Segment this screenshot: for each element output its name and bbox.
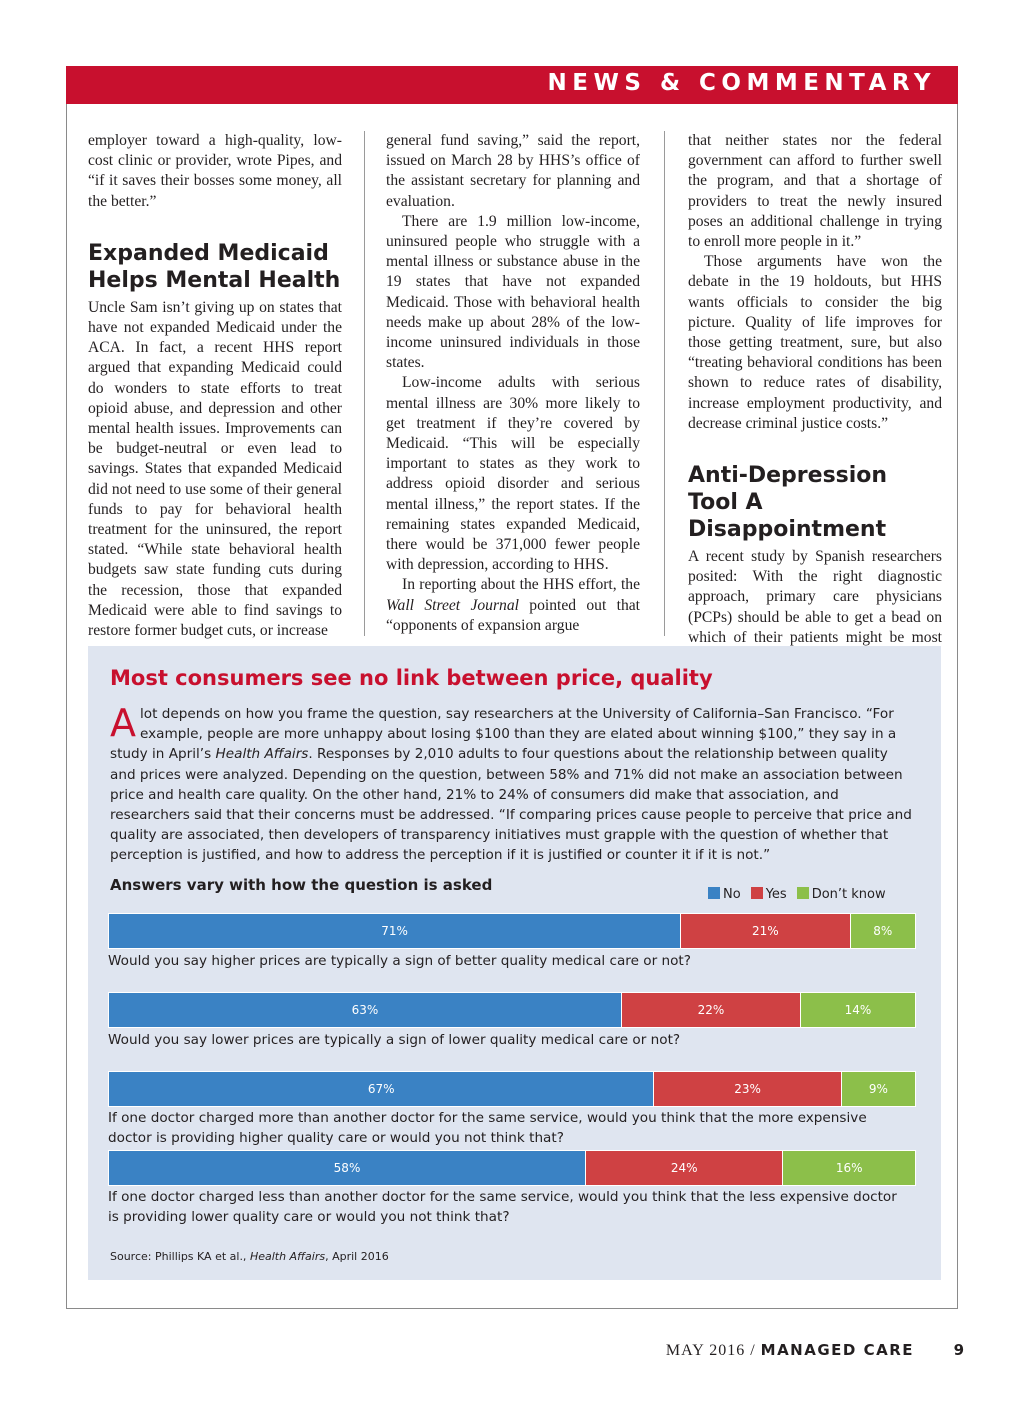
publication-name: Wall Street Journal [386, 596, 519, 614]
chart-title: Answers vary with how the question is asked [110, 876, 493, 894]
legend-label: Yes [765, 887, 787, 902]
issue-date: MAY 2016 / [665, 1342, 761, 1359]
bar-segment [654, 1072, 841, 1106]
paragraph: Uncle Sam isn’t giving up on states that have not expanded Medicaid under the ACA. In fact, a recent HHS report argued that expanding Medicaid could do wonders to state efforts to treat opioid abuse, and depression and other mental health issues. Improvements can be budget-neutral or even lead to savings. States that expanded Medicaid did not need to use some of their general funds to pay for behavioral health treatment for the uninsured, the report stated. “While state behavioral health budgets saw state funding cuts during the recession, those that expanded Medicaid were able to find savings to restore former budget cuts, or increase [88, 298, 342, 640]
data-label: 67% [367, 1082, 395, 1096]
legend-swatch [751, 887, 763, 899]
text: pointed out that “opponents of expansion argue [386, 596, 641, 634]
question-label: Would you say higher prices are typically a sign of better quality medical care or not? [108, 953, 691, 969]
paragraph: A recent study by Spanish researchers posited: With the right diagnostic approach, primary care physicians (PCPs) should be able to get a bead on which of their patients might be most [688, 548, 942, 646]
bar-row [108, 913, 916, 949]
subheading: Anti-Depression Tool A Disappointment [688, 463, 888, 543]
legend-swatch [708, 887, 720, 899]
paragraph [386, 575, 640, 636]
data-label: 58% [333, 1161, 361, 1175]
chart-legend [708, 887, 886, 902]
bar-segment [622, 993, 801, 1027]
paragraph: employer toward a high-quality, low-cost clinic or provider, wrote Pipes, and “if it saves their bosses some money, all the better.” [88, 132, 342, 210]
paragraph: general fund saving,” said the report, issued on March 28 by HHS’s office of the assistant secretary for planning and evaluation. [386, 132, 640, 210]
question-label: Would you say lower prices are typically a sign of lower quality medical care or not? [108, 1032, 681, 1048]
data-label: 14% [844, 1003, 872, 1017]
paragraph: There are 1.9 million low-income, uninsured people who struggle with a mental illness or substance abuse in the 19 states that have not expanded Medicaid. Those with behavioral health needs make up about 28% of the low-income uninsured individuals in those states. [386, 212, 640, 372]
legend-swatch [797, 887, 809, 899]
bar-segment [586, 1151, 783, 1185]
bar-segment [842, 1072, 915, 1106]
article-column-1 [88, 131, 342, 640]
bar-segment [851, 914, 915, 948]
section-title: NEWS & COMMENTARY [547, 70, 936, 96]
sidebar-body [110, 701, 916, 866]
legend-label: Don’t know [811, 887, 886, 902]
column-rule [664, 131, 665, 636]
bar-segment [109, 993, 622, 1027]
paragraph: Those arguments have won the debate in the 19 holdouts, but HHS wants officials to consider the big picture. Quality of life improves for those getting treatment, sure, but also “treating behavioral conditions has been shown to reduce rates of disability, increase employment productivity, and decrease criminal justice costs.” [688, 253, 942, 432]
article-column-3 [688, 131, 942, 646]
paragraph: Low-income adults with serious mental illness are 30% more likely to get treatment if they’re covered by Medicaid. “This will be especially important to states as they work to address opioid disorder and serious mental illness,” the report states. If the remaining states expanded Medicaid, there would be 371,000 fewer people with depression, according to HHS. [386, 374, 640, 574]
bar-segment [109, 1151, 586, 1185]
text: Source: Phillips KA et al., [110, 1250, 250, 1263]
legend-item-yes [751, 887, 787, 902]
bar-row [108, 1150, 916, 1186]
footer-issue [666, 1341, 914, 1360]
text: lot depends on how you frame the question, say researchers at the University of California–San Francisco. “For example, people are more unhappy about losing $100 than they are elated about winning $100,” they say in a study in April’s [110, 706, 897, 763]
data-label: 24% [670, 1161, 698, 1175]
magazine-name: MANAGED CARE [760, 1341, 914, 1359]
subheading: Expanded Medicaid Helps Mental Health [88, 240, 341, 293]
legend-label: No [723, 887, 741, 902]
legend-item-no [708, 887, 741, 902]
article-column-2 [386, 131, 640, 636]
question-label: If one doctor charged less than another doctor for the same service, would you think that the less expensive doctor is providing lower quality care or would you not think that? [108, 1189, 897, 1226]
bar-segment [681, 914, 850, 948]
data-label: 63% [351, 1003, 379, 1017]
page-number: 9 [953, 1341, 964, 1359]
source-note [110, 1250, 389, 1263]
drop-cap: A [110, 701, 136, 745]
data-label: 23% [734, 1082, 761, 1096]
bar-segment [783, 1151, 915, 1185]
bar-row [108, 992, 916, 1028]
section-banner [66, 66, 958, 104]
journal-name: Health Affairs [215, 746, 309, 763]
journal-name: Health Affairs [249, 1250, 326, 1263]
data-label: 71% [381, 924, 408, 938]
data-label: 9% [868, 1082, 888, 1096]
paragraph: that neither states nor the federal government can afford to further swell the program, and that a shortage of providers to treat the newly insured poses an additional challenge in trying to enroll more people in it.” [688, 132, 942, 251]
bar-segment [109, 914, 681, 948]
data-label: 8% [873, 924, 893, 938]
bar-segment [801, 993, 915, 1027]
bar-segment [109, 1072, 654, 1106]
text: , April 2016 [325, 1250, 389, 1263]
text: . Responses by 2,010 adults to four questions about the relationship between quality and prices were analyzed. Depending on the question, between 58% and 71% did not make an association between price and health care quality. On the other hand, 21% to 24% of consumers did make that association, and researchers said that their concerns must be addressed. “If comparing prices cause people to perceive that price and quality are associated, then developers of transparency initiatives must grapple with the question of whether that perception is justified, and how to address the perception if it is justified or counter it if it is not.” [110, 746, 912, 864]
question-label: If one doctor charged more than another doctor for the same service, would you think that the more expensive doctor is providing higher quality care or would you not think that? [108, 1110, 867, 1147]
data-label: 21% [752, 924, 779, 938]
text: In reporting about the HHS effort, the [402, 576, 640, 594]
column-rule [364, 131, 365, 636]
bar-row [108, 1071, 916, 1107]
data-label: 22% [697, 1003, 725, 1017]
sidebar-title: Most consumers see no link between price, quality [110, 666, 713, 690]
legend-item-dont-know [797, 887, 886, 902]
data-label: 16% [835, 1161, 863, 1175]
sidebar-box [88, 646, 941, 1280]
